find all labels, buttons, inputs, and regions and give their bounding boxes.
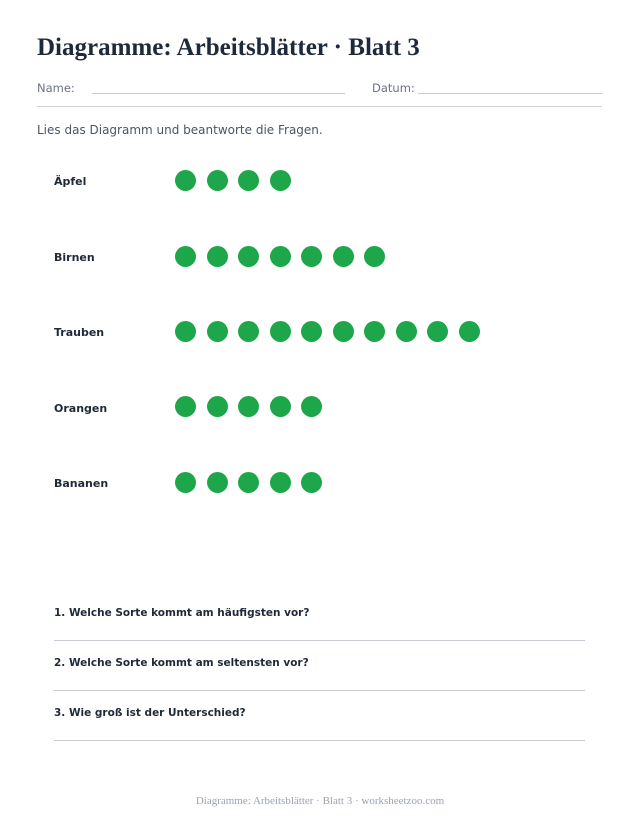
page-title: Diagramme: Arbeitsblätter · Blatt 3: [37, 34, 420, 61]
pictograph-dot: [238, 321, 259, 342]
pictograph-dot: [301, 396, 322, 417]
row-dots-bananen: [175, 472, 322, 493]
pictograph-dot: [238, 170, 259, 191]
date-label: Datum:: [372, 81, 415, 95]
pictograph-dot: [175, 396, 196, 417]
row-dots-orangen: [175, 396, 322, 417]
instructions: Lies das Diagramm und beantworte die Fragen.: [37, 123, 323, 137]
row-label-trauben: Trauben: [54, 326, 105, 339]
row-label-orangen: Orangen: [54, 402, 108, 415]
pictograph-dot: [333, 246, 354, 267]
pictograph-dot: [207, 170, 228, 191]
pictograph-dot: [270, 170, 291, 191]
pictograph-dot: [207, 472, 228, 493]
row-label-aepfel: Äpfel: [54, 175, 87, 188]
question-2: 2. Welche Sorte kommt am seltensten vor?: [54, 657, 309, 669]
pictograph-dot: [333, 321, 354, 342]
pictograph-dot: [207, 246, 228, 267]
pictograph-dot: [270, 321, 291, 342]
pictograph-dot: [301, 472, 322, 493]
question-1: 1. Welche Sorte kommt am häufigsten vor?: [54, 607, 310, 619]
header-divider: [37, 106, 602, 107]
answer-line-3[interactable]: [54, 740, 585, 741]
pictograph-dot: [427, 321, 448, 342]
pictograph-dot: [364, 321, 385, 342]
row-dots-trauben: [175, 321, 480, 342]
question-3: 3. Wie groß ist der Unterschied?: [54, 707, 246, 719]
pictograph-dot: [364, 246, 385, 267]
pictograph-dot: [175, 246, 196, 267]
row-dots-aepfel: [175, 170, 291, 191]
row-dots-birnen: [175, 246, 385, 267]
row-label-bananen: Bananen: [54, 477, 109, 490]
pictograph-dot: [459, 321, 480, 342]
pictograph-dot: [301, 321, 322, 342]
pictograph-dot: [238, 396, 259, 417]
footer: Diagramme: Arbeitsblätter · Blatt 3 · worksheetzoo.com: [195, 795, 445, 807]
row-label-birnen: Birnen: [54, 251, 95, 264]
pictograph-dot: [238, 472, 259, 493]
pictograph-dot: [270, 472, 291, 493]
pictograph-dot: [301, 246, 322, 267]
name-field-line[interactable]: [92, 93, 345, 94]
answer-line-2[interactable]: [54, 690, 585, 691]
pictograph-dot: [270, 246, 291, 267]
pictograph-dot: [175, 472, 196, 493]
name-label: Name:: [37, 81, 75, 95]
answer-line-1[interactable]: [54, 640, 585, 641]
pictograph-dot: [238, 246, 259, 267]
pictograph-dot: [396, 321, 417, 342]
pictograph-dot: [207, 321, 228, 342]
pictograph-dot: [175, 321, 196, 342]
pictograph-dot: [207, 396, 228, 417]
date-field-line[interactable]: [418, 93, 602, 94]
pictograph-dot: [175, 170, 196, 191]
pictograph-dot: [270, 396, 291, 417]
